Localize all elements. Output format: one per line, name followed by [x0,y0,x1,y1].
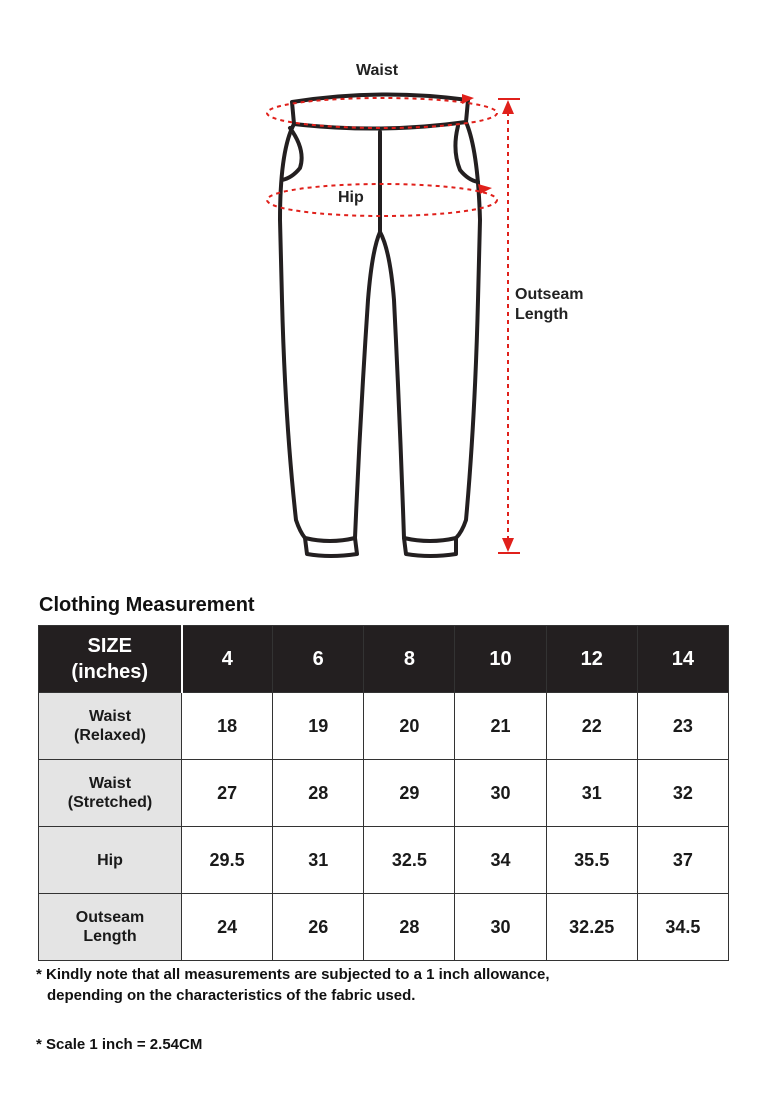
left-leg-outline [280,124,305,538]
outseam-label-line1: Outseam [515,286,584,303]
row-header-waist-stretched [39,760,182,827]
table-title: Clothing Measurement [39,594,255,616]
outseam-top-arrow [502,100,514,114]
size-header-line1: SIZE [87,635,132,657]
size-header-line2: (inches) [71,661,149,683]
table-cell: 21 [455,693,546,760]
table-row [39,894,729,961]
size-chart-table [38,625,729,961]
size-column-header: 8 [364,626,455,693]
row-header-outseam-length [39,894,182,961]
table-cell: 31 [273,827,364,894]
table-cell: 19 [273,693,364,760]
outseam-bottom-arrow [502,538,514,552]
size-column-header: 10 [455,626,546,693]
row-label-line1: Waist [88,708,132,725]
table-cell: 23 [637,693,728,760]
table-cell: 30 [455,894,546,961]
row-label-line2: (Stretched) [67,794,153,811]
size-column-header: 12 [546,626,637,693]
table-cell: 26 [273,894,364,961]
table-cell: 24 [182,894,273,961]
table-cell: 30 [455,760,546,827]
row-label-line1: Outseam [75,909,145,926]
table-cell: 29 [364,760,455,827]
table-cell: 35.5 [546,827,637,894]
size-column-header: 6 [273,626,364,693]
left-inseam [355,232,380,538]
table-cell: 29.5 [182,827,273,894]
row-label-line1: Hip [97,851,123,869]
table-row [39,827,729,894]
table-cell: 32.5 [364,827,455,894]
outseam-label [515,285,583,325]
size-column-header: 4 [182,626,273,693]
table-header-row [39,626,729,693]
table-cell: 31 [546,760,637,827]
right-cuff [404,538,456,556]
row-label-line2: Length [83,928,137,945]
outseam-label-line2: Length [515,306,569,323]
table-row [39,693,729,760]
left-cuff [305,538,357,556]
allowance-note-line2: depending on the characteristics of the fabric used. [47,987,416,1004]
allowance-note-line1: * Kindly note that all measurements are subjected to a 1 inch allowance, [36,966,550,983]
table-cell: 28 [364,894,455,961]
table-cell: 34.5 [637,894,728,961]
table-cell: 32 [637,760,728,827]
row-header-hip [39,827,182,894]
right-inseam [380,232,404,538]
row-header-waist-relaxed [39,693,182,760]
row-label-line1: Waist [88,775,132,792]
table-cell: 28 [273,760,364,827]
table-cell: 20 [364,693,455,760]
table-cell: 37 [637,827,728,894]
table-cell: 22 [546,693,637,760]
right-leg-outline [456,122,480,538]
hip-label: Hip [338,189,364,206]
table-cell: 32.25 [546,894,637,961]
size-column-header: 14 [637,626,728,693]
table-cell: 27 [182,760,273,827]
waist-label: Waist [356,62,399,79]
table-cell: 34 [455,827,546,894]
table-cell: 18 [182,693,273,760]
size-header-cell [39,626,182,693]
row-label-line2: (Relaxed) [73,727,147,744]
table-row [39,760,729,827]
scale-note: * Scale 1 inch = 2.54CM [36,1036,203,1053]
